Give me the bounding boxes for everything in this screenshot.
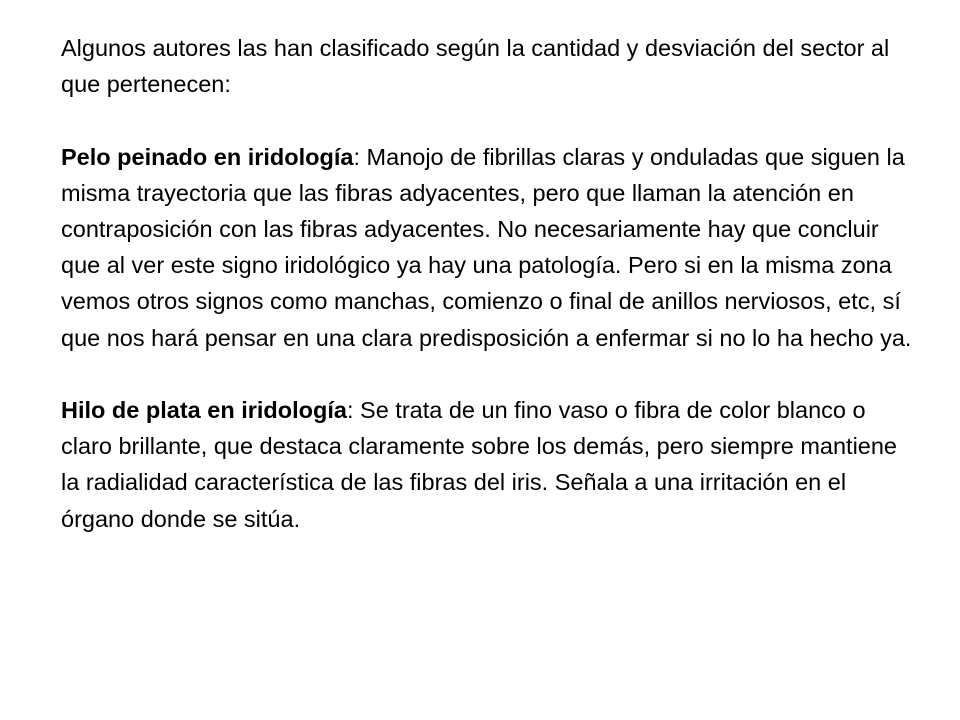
- intro-paragraph: Algunos autores las han clasificado según la cantidad y desviación del sector al que pertenecen:: [61, 35, 890, 98]
- slide-body: [61, 30, 921, 537]
- pelo-peinado-separator: :: [353, 143, 361, 170]
- hilo-de-plata-separator: :: [346, 397, 354, 423]
- hilo-de-plata-description: Se trata de un fino vaso o fibra de color blanco o claro brillante, que destaca claramente sobre los demás, pero siempre mantiene la radialidad característica de las fibras del iris. Señala a una irritación en el órgano donde se sitúa.: [61, 397, 897, 532]
- pelo-peinado-description: Manojo de fibrillas claras y onduladas que siguen la misma trayectoria que las fibras adyacentes, pero que llaman la atención en contraposición con las fibras adyacentes. No necesariamente hay que concluir que al ver este signo iridológico ya hay una patología. Pero si en la misma zona vemos otros signos como manchas, comienzo o final de anillos nerviosos, etc, sí que nos hará pensar en una clara predisposición a enfermar si no lo ha hecho ya.: [61, 143, 912, 351]
- hilo-de-plata-term: Hilo de plata en iridología: [61, 397, 347, 423]
- hilo-de-plata-paragraph: [61, 392, 921, 537]
- pelo-peinado-term: Pelo peinado en iridología: [61, 143, 354, 170]
- pelo-peinado-paragraph: [61, 139, 921, 356]
- paragraph-spacer: [61, 102, 921, 138]
- paragraph-spacer: [61, 356, 921, 392]
